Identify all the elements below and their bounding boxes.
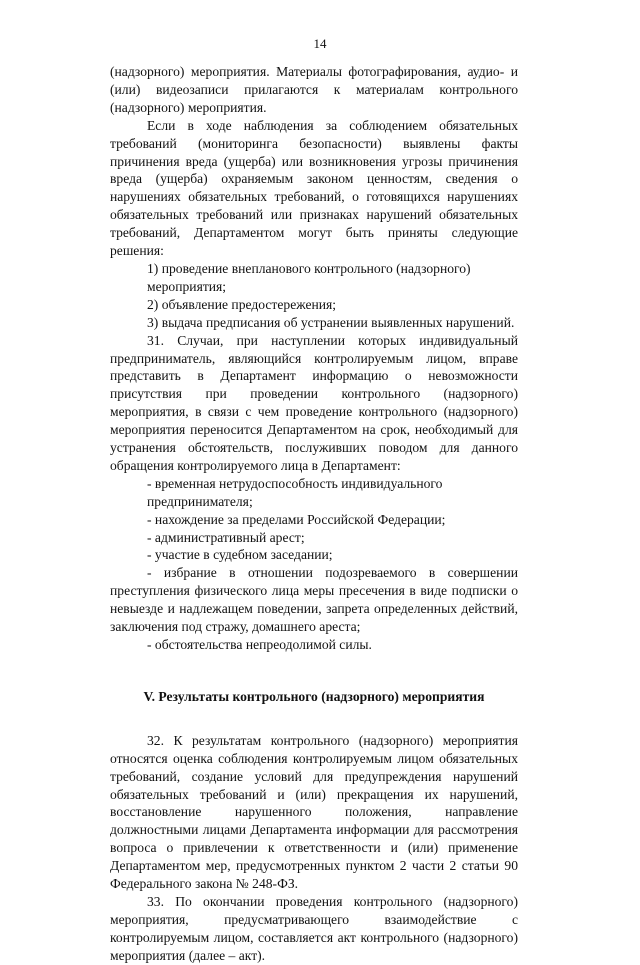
document-body [110,63,518,965]
section-heading: V. Результаты контрольного (надзорного) мероприятия [143,688,485,704]
decision-item: 1) проведение внепланового контрольного (надзорного) мероприятия; [147,260,471,294]
paragraph-monitoring: Если в ходе наблюдения за соблюдением обязательных требований (мониторинга безопасности) выявлены факты причинения вреда (ущерба) или возникновения угрозы причинения вреда (ущерба) охраняемым законом ценностям, сведения о нарушениях обязательных требований, о готовящихся нарушениях обязательных требований или признаках нарушений обязательных требований, Департаментом могут быть приняты следующие решения: [110,117,518,259]
paragraph-33: 33. По окончании проведения контрольного (надзорного) мероприятия, предусматривающего взаимодействие с контролируемым лицом, составляется акт контрольного (надзорного) мероприятия (далее – акт). [110,893,518,963]
paragraph-31: 31. Случаи, при наступлении которых индивидуальный предприниматель, являющийся контролируемым лицом, вправе представить в Департамент информацию о невозможности присутствия при проведении контрольного (надзорного) мероприятия, в связи с чем проведение контрольного (надзорного) мероприятия переносится Департаментом на срок, необходимый для устранения обстоятельств, послуживших поводом для данного обращения контролируемого лица в Департамент: [110,332,518,473]
case-item: - участие в судебном заседании; [147,547,333,563]
case-item: - административный арест; [147,529,305,545]
case-item: - нахождение за пределами Российской Федерации; [147,511,446,527]
case-item: - временная нетрудоспособность индивидуального предпринимателя; [147,475,443,509]
case-item-force: - обстоятельства непреодолимой силы. [147,637,372,652]
paragraph-continuation: (надзорного) мероприятия. Материалы фотографирования, аудио- и (или) видеозаписи прилагаются к материалам контрольного (надзорного) мероприятия. [110,64,518,115]
decision-item: 3) выдача предписания об устранении выявленных нарушений. [147,314,515,330]
paragraph-32: 32. К результатам контрольного (надзорного) мероприятия относятся оценка соблюдения контролируемым лицом обязательных требований, создание условий для предупреждения нарушений обязательных требований и (или) прекращения их нарушений, восстановление нарушенного положения, направление должностными лицами Департамента информации для рассмотрения вопроса о привлечении к ответственности и (или) применение Департаментом мер, предусмотренных пунктом 2 части 2 статьи 90 Федерального закона № 248-ФЗ. [110,732,518,892]
decision-item: 2) объявление предостережения; [147,296,337,312]
case-item-detention: - избрание в отношении подозреваемого в совершении преступления физического лица меры пресечения в виде подписки о невыезде и надлежащем поведении, запрета определенных действий, заключения под стражу, домашнего ареста; [110,565,518,635]
page-number: 14 [313,36,327,51]
